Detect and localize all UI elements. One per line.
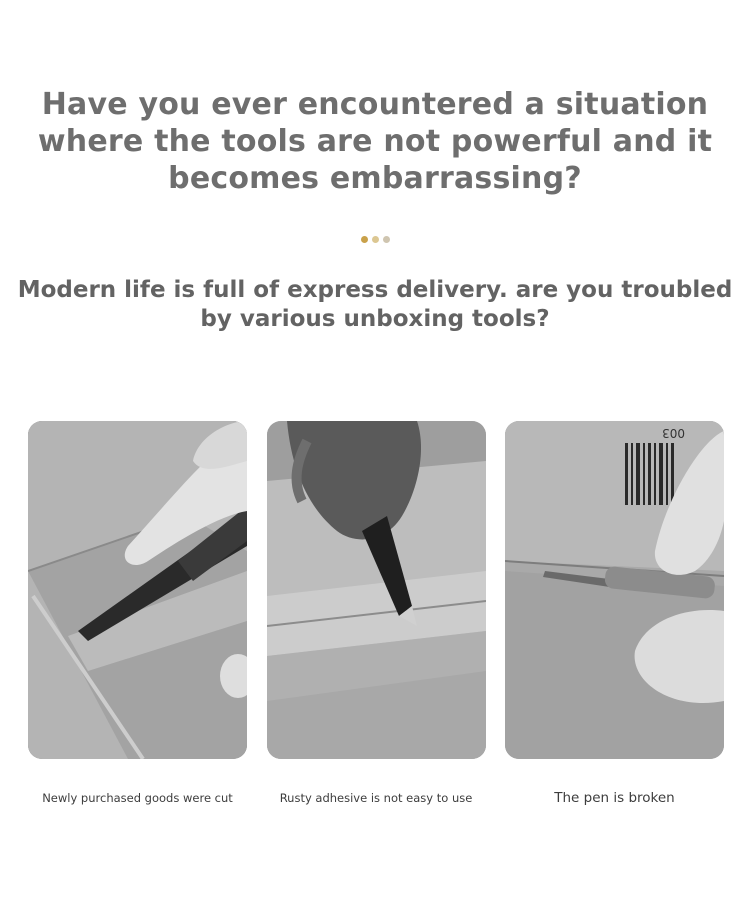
caption-rusty-adhesive: Rusty adhesive is not easy to use bbox=[279, 791, 473, 805]
knife-cutting-tape-photo bbox=[267, 421, 486, 759]
photo-knife-cutting-goods bbox=[28, 421, 247, 759]
photo-pen-broken bbox=[505, 421, 724, 759]
pen-opening-box-photo bbox=[505, 421, 724, 759]
dot-3 bbox=[383, 236, 390, 243]
barcode bbox=[625, 443, 674, 505]
utility-knife-cutting-box-photo bbox=[28, 421, 247, 759]
caption-pen-broken: The pen is broken bbox=[554, 790, 675, 806]
divider-dots bbox=[0, 236, 750, 243]
headline: Have you ever encountered a situation where the tools are not powerful and it becomes embarrassing? bbox=[37, 87, 713, 196]
dot-1 bbox=[361, 236, 368, 243]
caption-goods-cut: Newly purchased goods were cut bbox=[42, 791, 233, 805]
photo-rusty-adhesive bbox=[267, 421, 486, 759]
subheadline: Modern life is full of express delivery. are you troubled by various unboxing tools? bbox=[17, 277, 733, 332]
dot-2 bbox=[372, 236, 379, 243]
caption-row bbox=[28, 789, 724, 807]
photo-row bbox=[28, 421, 724, 759]
barcode-number: 003 bbox=[662, 426, 685, 440]
